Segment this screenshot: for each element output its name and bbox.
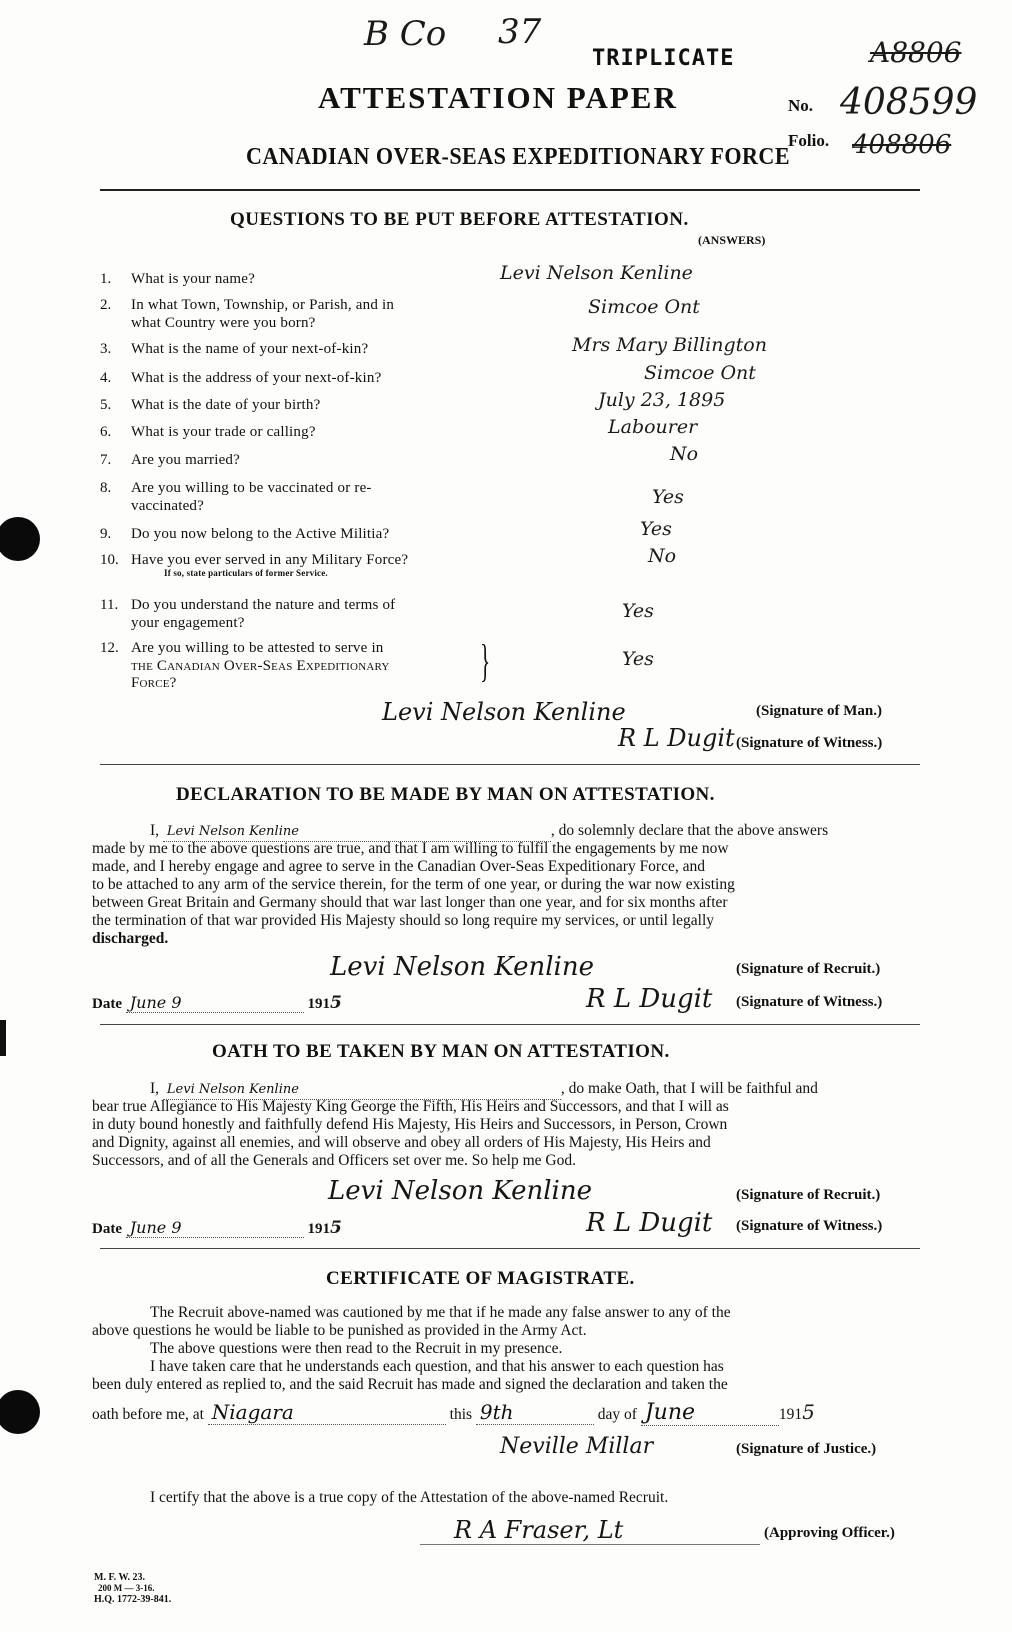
- oath-line: and Dignity, against all enemies, and will observe and obey all orders of His Majesty, His Heirs and: [92, 1134, 711, 1151]
- oath-before-label: oath before me, at: [92, 1406, 204, 1423]
- question-text: Are you married?: [131, 452, 240, 468]
- signature-man-label: (Signature of Man.): [756, 703, 882, 719]
- question-text: What is your name?: [131, 271, 255, 287]
- declaration-line: the termination of that war provided His Majesty should so long require my services, or until legally: [92, 912, 715, 929]
- magistrate-line: I have taken care that he understands each question, and that his answer to each question has: [150, 1358, 724, 1375]
- answer-next-of-kin: Mrs Mary Billington: [572, 334, 767, 356]
- signature-recruit-label: (Signature of Recruit.): [736, 1187, 881, 1203]
- signature-witness-label: (Signature of Witness.): [736, 1218, 883, 1234]
- question-text: Do you understand the nature and terms of: [131, 597, 396, 613]
- question-text-cont: the Canadian Over-Seas Expeditionary: [131, 658, 390, 674]
- year-suffix: 5: [330, 993, 342, 1013]
- oath-line1-rest: , do make Oath, that I will be faithful and: [560, 1080, 818, 1097]
- answer-name: Levi Nelson Kenline: [500, 262, 693, 284]
- answer-attested: Yes: [622, 648, 654, 670]
- magistrate-heading: CERTIFICATE OF MAGISTRATE.: [326, 1268, 635, 1289]
- question-text: Are you willing to be attested to serve in: [131, 640, 384, 656]
- struck-number: A8806: [870, 36, 962, 69]
- declaration-signature-witness: R L Dugit: [586, 984, 713, 1014]
- declaration-name-fill: Levi Nelson Kenline: [163, 823, 551, 842]
- answer-served: No: [648, 545, 677, 567]
- declaration-signature-recruit: Levi Nelson Kenline: [330, 952, 594, 982]
- company-note: B Co: [364, 14, 447, 54]
- oath-i: I,: [150, 1080, 160, 1097]
- brace: }: [480, 635, 491, 686]
- declaration-line: made by me to the above questions are true, and that I am willing to fulfil the engagements by me now: [92, 840, 729, 857]
- magistrate-oath-row: [92, 1400, 815, 1426]
- declaration-i: I,: [150, 822, 160, 839]
- magistrate-line: been duly entered as replied to, and the said Recruit has made and signed the declaration and taken the: [92, 1376, 728, 1393]
- answer-birthplace: Simcoe Ont: [588, 296, 700, 318]
- question-text: Are you willing to be vaccinated or re-: [131, 480, 372, 496]
- question-number: 8.: [100, 480, 112, 496]
- oath-line: in duty bound honestly and faithfully defend His Majesty, His Heirs and Successors, in Person, Crown: [92, 1116, 728, 1133]
- punch-hole-lower: [0, 1390, 40, 1434]
- date-label: Date: [92, 996, 122, 1012]
- year-suffix: 5: [330, 1218, 342, 1238]
- declaration-line: between Great Britain and Germany should that war last longer than one year, and for six months after: [92, 894, 728, 911]
- print-run: 200 M — 3-16.: [98, 1583, 155, 1593]
- question-text-cont: what Country were you born?: [131, 315, 316, 331]
- no-label: No.: [788, 96, 814, 115]
- approving-officer-signature: R A Fraser, Lt: [454, 1516, 624, 1544]
- magistrate-line: The above questions were then read to the Recruit in my presence.: [150, 1340, 563, 1357]
- number-note: 37: [498, 12, 542, 52]
- declaration-line: discharged.: [92, 930, 169, 947]
- question-text: What is the name of your next-of-kin?: [131, 341, 369, 357]
- form-code: M. F. W. 23.: [94, 1572, 146, 1583]
- this-label: this: [449, 1406, 473, 1423]
- magistrate-line: The Recruit above-named was cautioned by me that if he made any false answer to any of the: [150, 1304, 731, 1321]
- declaration-date-row: [92, 993, 342, 1013]
- date-label: Date: [92, 1221, 122, 1237]
- question-text-cont: Force?: [131, 675, 177, 691]
- oath-line: bear true Allegiance to His Majesty King George the Fifth, His Heirs and Successors, and that I will as: [92, 1098, 729, 1115]
- signature-justice: Neville Millar: [500, 1434, 654, 1459]
- day-value: 9th: [476, 1400, 594, 1425]
- oath-line: Successors, and of all the Generals and Officers set over me. So help me God.: [92, 1152, 576, 1169]
- oath-heading: OATH TO BE TAKEN BY MAN ON ATTESTATION.: [212, 1041, 670, 1062]
- question-text-note: If so, state particulars of former Service.: [164, 568, 328, 578]
- section-divider: [100, 764, 920, 765]
- oath-name-fill: Levi Nelson Kenline: [163, 1081, 561, 1100]
- question-number: 2.: [100, 297, 112, 313]
- question-number: 9.: [100, 526, 112, 542]
- date-value: June 9: [126, 993, 304, 1013]
- question-text: What is the address of your next-of-kin?: [131, 370, 382, 386]
- section-divider: [100, 1248, 920, 1249]
- question-text: In what Town, Township, or Parish, and in: [131, 297, 395, 313]
- month-value: June: [641, 1400, 779, 1426]
- declaration-line: made, and I hereby engage and agree to serve in the Canadian Over-Seas Expeditionary Force, and: [92, 858, 705, 875]
- answer-vaccinated: Yes: [652, 486, 684, 508]
- question-number: 1.: [100, 271, 112, 287]
- section-divider: [100, 1024, 920, 1025]
- question-text: Have you ever served in any Military Force?: [131, 552, 409, 568]
- day-of-label: day of: [597, 1406, 637, 1423]
- question-text-cont: vaccinated?: [131, 498, 204, 514]
- signature-witness-label: (Signature of Witness.): [736, 994, 883, 1010]
- oath-date-row: [92, 1218, 342, 1238]
- answer-married: No: [670, 443, 699, 465]
- regimental-number: 408599: [840, 82, 978, 123]
- answer-militia: Yes: [640, 518, 672, 540]
- date-value: June 9: [126, 1218, 304, 1238]
- signature-justice-label: (Signature of Justice.): [736, 1441, 877, 1457]
- page-subtitle: CANADIAN OVER-SEAS EXPEDITIONARY FORCE: [246, 144, 791, 170]
- year-prefix: 191: [778, 1406, 803, 1423]
- certify-line: I certify that the above is a true copy of the Attestation of the above-named Recruit.: [150, 1489, 669, 1506]
- question-text: Do you now belong to the Active Militia?: [131, 526, 390, 542]
- magistrate-line: above questions he would be liable to be punished as provided in the Army Act.: [92, 1322, 587, 1339]
- question-text: What is the date of your birth?: [131, 397, 321, 413]
- place-value: Niagara: [208, 1400, 446, 1425]
- question-number: 5.: [100, 397, 112, 413]
- answer-understand: Yes: [622, 600, 654, 622]
- folio-label: Folio.: [788, 131, 830, 150]
- question-number: 11.: [100, 597, 119, 613]
- declaration-line1-rest: , do solemnly declare that the above answers: [550, 822, 829, 839]
- punch-hole-upper: [0, 517, 40, 561]
- declaration-first-line: [150, 822, 828, 842]
- answer-kin-address: Simcoe Ont: [644, 362, 756, 384]
- approving-line: [420, 1544, 760, 1545]
- declaration-heading: DECLARATION TO BE MADE BY MAN ON ATTESTATION.: [176, 784, 715, 805]
- question-number: 4.: [100, 370, 112, 386]
- oath-signature-witness: R L Dugit: [586, 1208, 713, 1238]
- signature-recruit-label: (Signature of Recruit.): [736, 961, 881, 977]
- approving-officer-label: (Approving Officer.): [764, 1525, 895, 1541]
- year-suffix: 5: [802, 1400, 815, 1424]
- oath-signature-recruit: Levi Nelson Kenline: [328, 1176, 592, 1206]
- question-text-cont: your engagement?: [131, 615, 245, 631]
- year-prefix: 191: [307, 996, 330, 1012]
- edge-mark: [0, 1020, 6, 1056]
- declaration-line: to be attached to any arm of the service therein, for the term of one year, or during the war now existing: [92, 876, 735, 893]
- question-text: What is your trade or calling?: [131, 424, 316, 440]
- question-number: 6.: [100, 424, 112, 440]
- question-number: 10.: [100, 552, 119, 568]
- signature-witness-label: (Signature of Witness.): [736, 735, 883, 751]
- questions-heading: QUESTIONS TO BE PUT BEFORE ATTESTATION.: [230, 209, 689, 230]
- question-number: 3.: [100, 341, 112, 357]
- triplicate-stamp: TRIPLICATE: [592, 46, 735, 71]
- oath-first-line: [150, 1080, 818, 1100]
- signature-witness: R L Dugit: [618, 724, 735, 752]
- answer-trade: Labourer: [608, 416, 698, 438]
- signature-man: Levi Nelson Kenline: [382, 698, 626, 726]
- page-title: ATTESTATION PAPER: [318, 80, 678, 115]
- folio-number: 408806: [852, 130, 952, 160]
- answer-birth-date: July 23, 1895: [598, 389, 726, 411]
- question-number: 7.: [100, 452, 112, 468]
- year-prefix: 191: [307, 1221, 330, 1237]
- header-divider: [100, 189, 920, 191]
- question-number: 12.: [100, 640, 119, 656]
- hq-code: H.Q. 1772-39-841.: [94, 1594, 172, 1605]
- answers-label: (ANSWERS): [698, 233, 766, 247]
